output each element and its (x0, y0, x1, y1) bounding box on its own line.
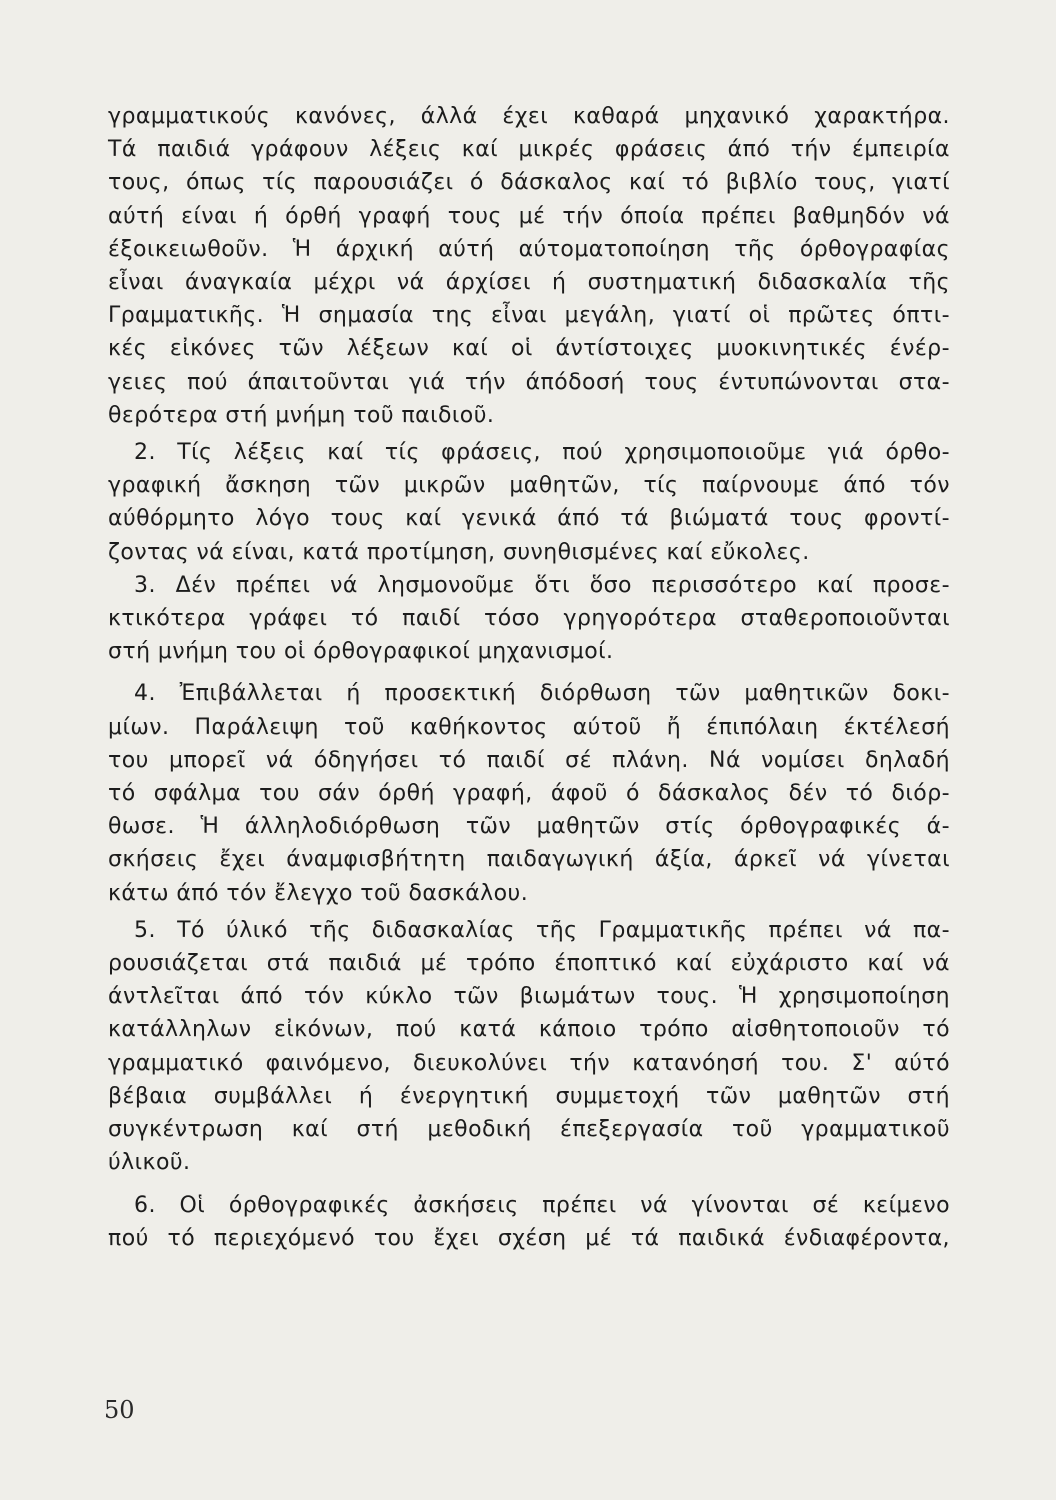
text-line: 2. Τίς λέξεις καί τίς φράσεις, πού χρησιμοποιοῦμε γιά όρθο- (134, 440, 950, 466)
text-line: σκήσεις ἔχει άναμφισβήτητη παιδαγωγική άξία, άρκεῖ νά γίνεται (108, 847, 950, 873)
text-line: ρουσιάζεται στά παιδιά μέ τρόπο έποπτικό καί εὐχάριστο καί νά (108, 951, 950, 977)
text-line: αύτή είναι ή όρθή γραφή τους μέ τήν όποία πρέπει βαθμηδόν νά (108, 203, 950, 229)
page-number: 50 (104, 1396, 135, 1424)
text-line: τους, όπως τίς παρουσιάζει ό δάσκαλος καί τό βιβλίο τους, γιατί (108, 170, 950, 196)
text-line: βέβαια συμβάλλει ή ένεργητική συμμετοχή τῶν μαθητῶν στή (108, 1083, 950, 1109)
text-line: κατάλληλων εἰκόνων, πού κατά κάποιο τρόπο αἰσθητοποιοῦν τό (108, 1017, 950, 1043)
paragraph-2 (108, 436, 950, 569)
text-line: 6. Οἱ όρθογραφικές ἀσκήσεις πρέπει νά γίνονται σέ κείμενο (134, 1192, 950, 1218)
text-line: τό σφάλμα του σάν όρθή γραφή, άφοῦ ό δάσκαλος δέν τό διόρ- (108, 781, 950, 807)
paragraph-6 (108, 1189, 950, 1255)
text-line: γειες πού άπαιτοῦνται γιά τήν άπόδοσή τους έντυπώνονται στα- (108, 369, 950, 395)
text-line: πού τό περιεχόμενό του ἔχει σχέση μέ τά παιδικά ένδιαφέροντα, (108, 1225, 950, 1251)
text-line: αύθόρμητο λόγο τους καί γενικά άπό τά βιώματά τους φροντί- (108, 506, 950, 532)
text-line: 4. Ἐπιβάλλεται ή προσεκτική διόρθωση τῶν μαθητικῶν δοκι- (134, 681, 950, 707)
text-line: εἶναι άναγκαία μέχρι νά άρχίσει ή συστηματική διδασκαλία τῆς (108, 270, 950, 296)
text-line: μίων. Παράλειψη τοῦ καθήκοντος αύτοῦ ἤ έπιπόλαιη έκτέλεσή (108, 714, 950, 740)
text-line: Τά παιδιά γράφουν λέξεις καί μικρές φράσεις άπό τήν έμπειρία (108, 137, 950, 163)
text-line: συγκέντρωση καί στή μεθοδική έπεξεργασία τοῦ γραμματικοῦ (108, 1117, 950, 1143)
paragraph-5 (108, 914, 950, 1180)
text-line: ζοντας νά είναι, κατά προτίμηση, συνηθισμένες καί εὔκολες. (108, 539, 810, 565)
text-line: γραμματικούς κανόνες, άλλά έχει καθαρά μηχανικό χαρακτήρα. (108, 104, 950, 129)
text-line: γραμματικό φαινόμενο, διευκολύνει τήν κατανόησή του. Σ' αύτό (108, 1050, 950, 1076)
body-text (108, 100, 950, 1255)
text-line: έξοικειωθοῦν. Ἡ άρχική αύτή αύτοματοποίηση τῆς όρθογραφίας (108, 236, 950, 262)
text-line: ύλικοῦ. (108, 1150, 191, 1176)
text-line: του μπορεῖ νά όδηγήσει τό παιδί σέ πλάνη. Νά νομίσει δηλαδή (108, 747, 950, 773)
text-line: κτικότερα γράφει τό παιδί τόσο γρηγορότερα σταθεροποιοῦνται (108, 606, 950, 632)
text-line: θωσε. Ἡ άλληλοδιόρθωση τῶν μαθητῶν στίς όρθογραφικές ά- (108, 814, 950, 840)
paragraph-4 (108, 677, 950, 909)
text-line: 5. Τό ύλικό τῆς διδασκαλίας τῆς Γραμματικῆς πρέπει νά πα- (134, 917, 950, 943)
paragraph-intro (108, 100, 950, 432)
text-line: άντλεῖται άπό τόν κύκλο τῶν βιωμάτων τους. Ἡ χρησιμοποίηση (108, 984, 950, 1010)
text-line: κές εἰκόνες τῶν λέξεων καί οἱ άντίστοιχες μυοκινητικές ένέρ- (108, 336, 950, 362)
text-line: Γραμματικῆς. Ἡ σημασία της εἶναι μεγάλη, γιατί οἱ πρῶτες όπτι- (108, 303, 950, 329)
text-line: στή μνήμη του οἱ όρθογραφικοί μηχανισμοί. (108, 639, 614, 665)
text-line: 3. Δέν πρέπει νά λησμονοῦμε ὅτι ὅσο περισσότερο καί προσε- (134, 572, 950, 598)
text-line: κάτω άπό τόν ἔλεγχο τοῦ δασκάλου. (108, 880, 529, 906)
text-line: γραφική ἄσκηση τῶν μικρῶν μαθητῶν, τίς παίρνουμε άπό τόν (108, 473, 950, 499)
text-line: θερότερα στή μνήμη τοῦ παιδιοῦ. (108, 402, 495, 428)
paragraph-3 (108, 569, 950, 669)
